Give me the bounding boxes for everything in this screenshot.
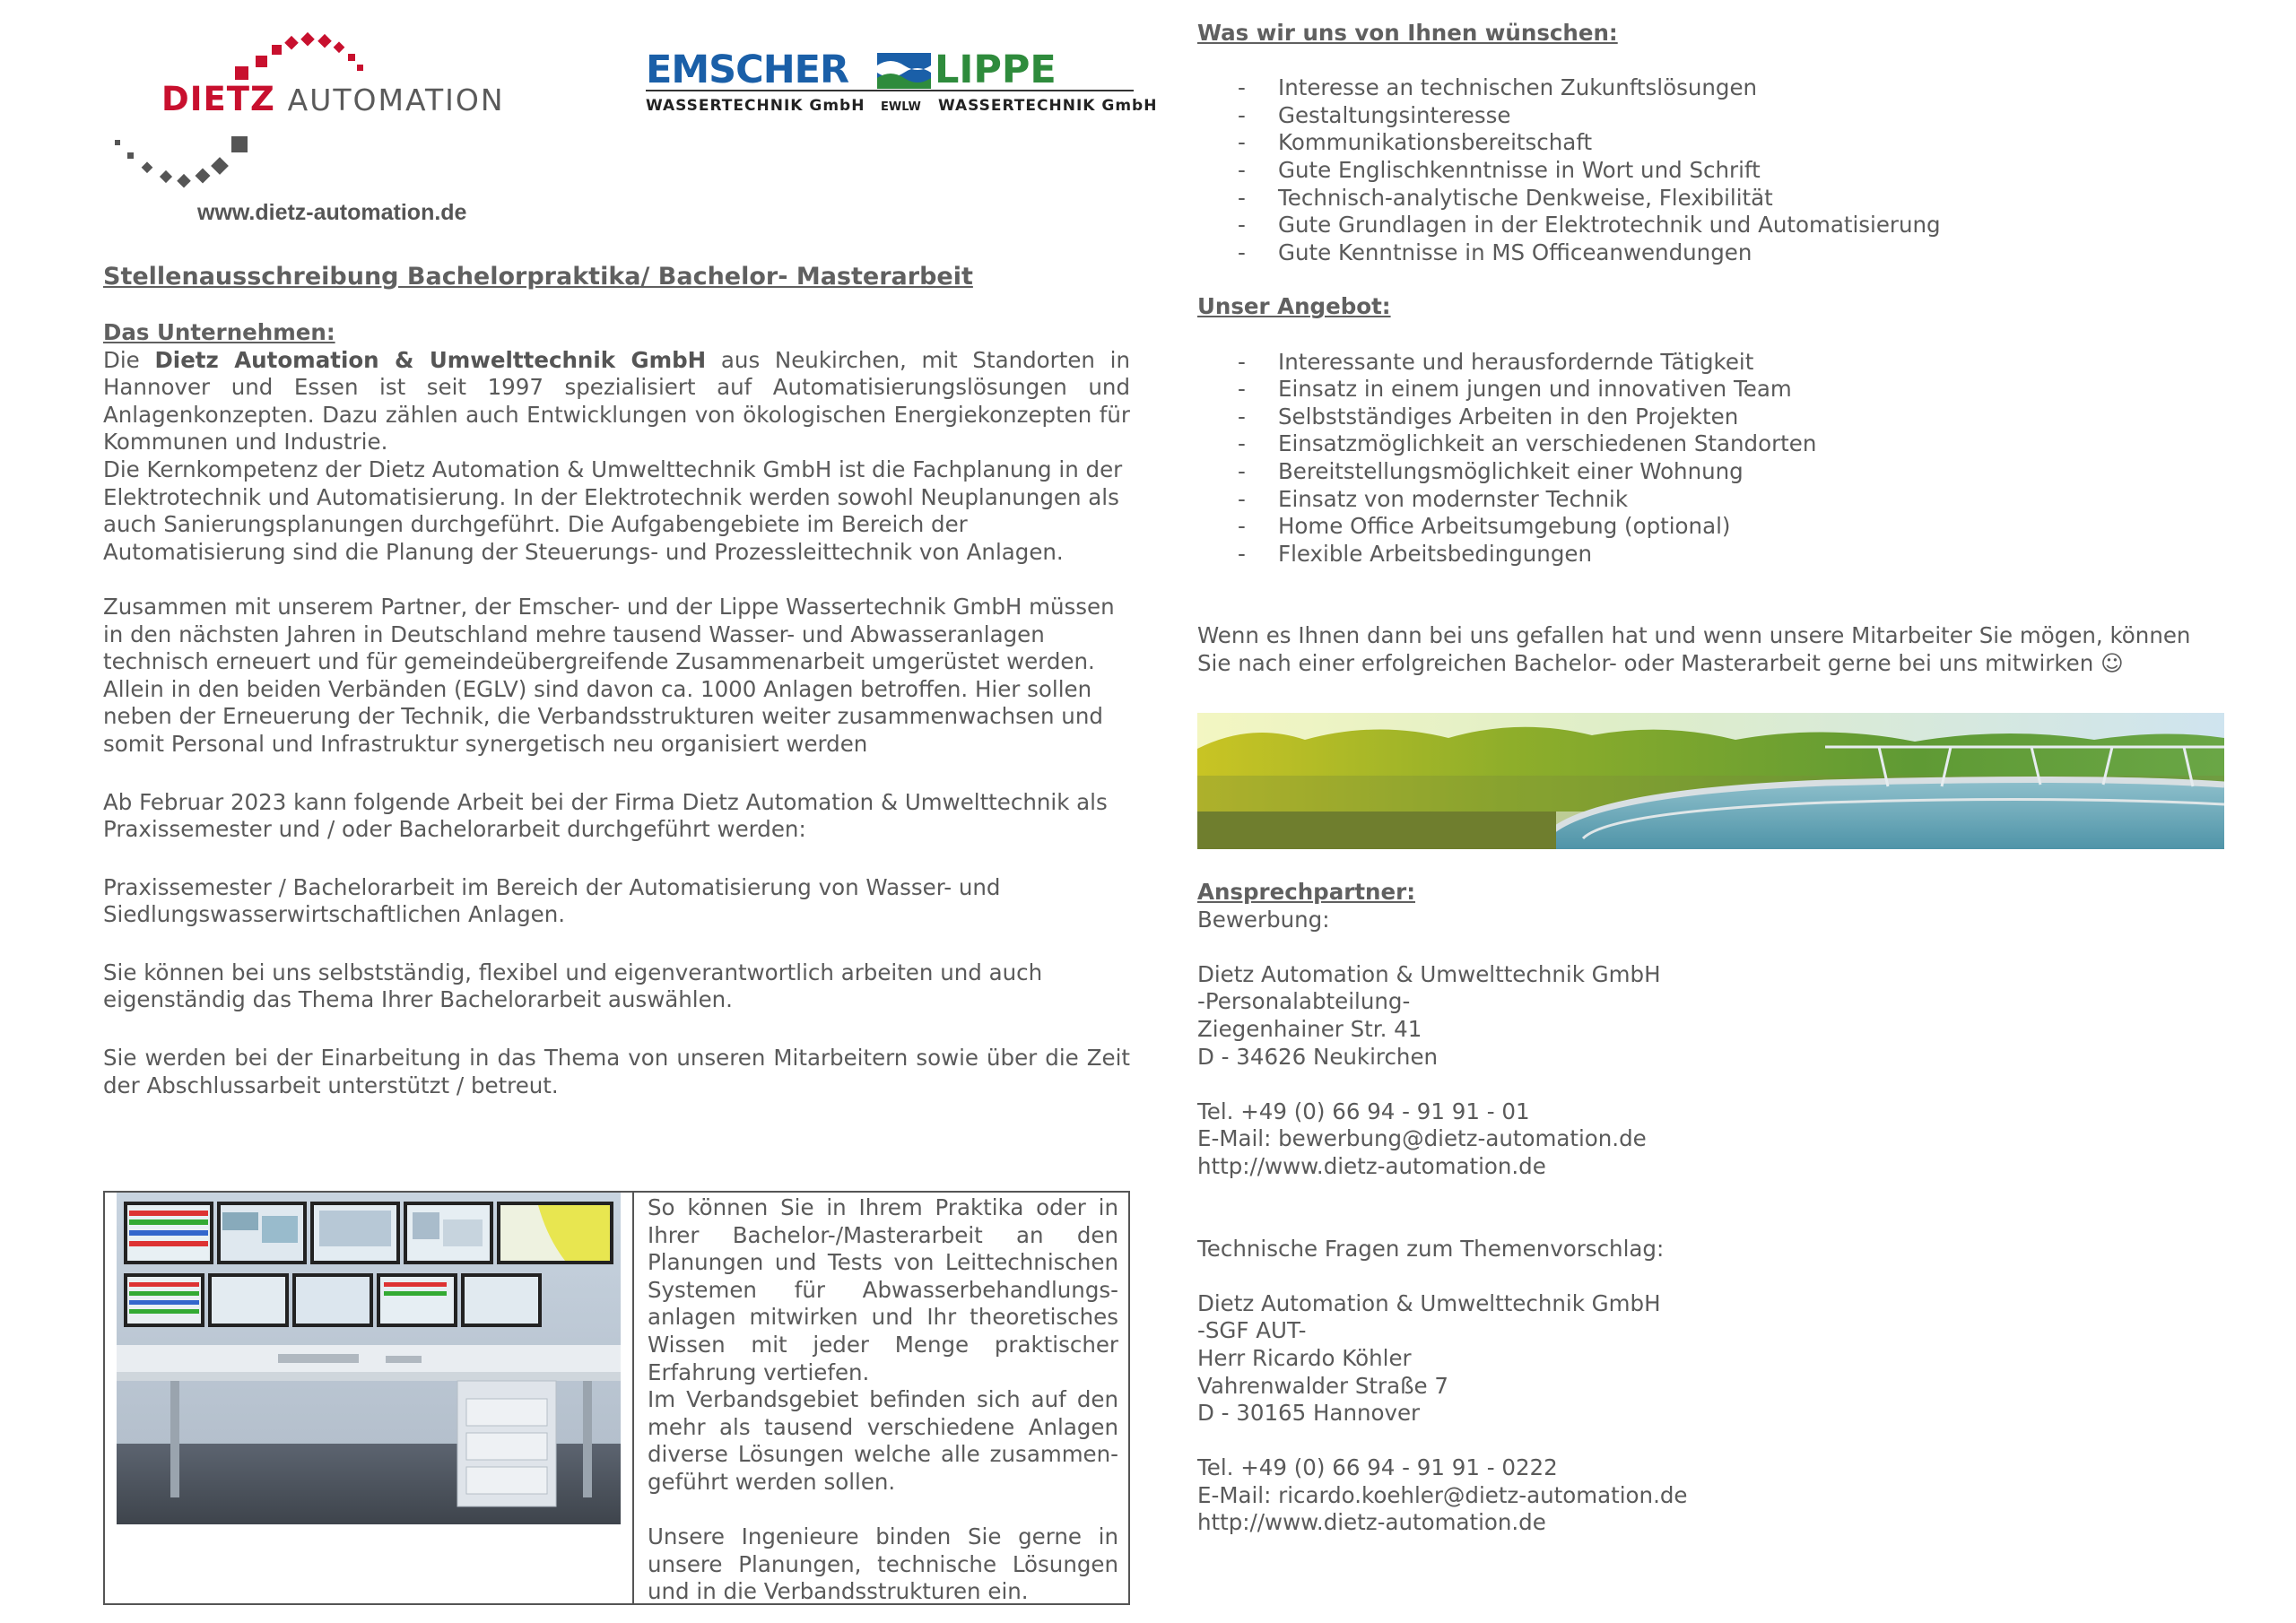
- support-text: Sie werden bei der Einarbeitung in das Thema von unseren Mitarbeitern sowie über die Zeit der Abschlussarbeit unterstützt / betreut.: [103, 1045, 1130, 1098]
- list-item: - Gute Kenntnisse in MS Officeanwendungen: [1238, 239, 2224, 267]
- list-item: - Interessante und herausfordernde Tätigkeit: [1238, 349, 2224, 377]
- topic-text: Praxissemester / Bachelorarbeit im Bereich der Automatisierung von Wasser- und Siedlungswasserwirtschaftlichen Anlagen.: [103, 873, 1001, 928]
- application-street: Ziegenhainer Str. 41: [1197, 1015, 1422, 1042]
- tech-email[interactable]: E-Mail: ricardo.koehler@dietz-automation.de: [1197, 1481, 1688, 1508]
- company-intro: Die Dietz Automation & Umwelttechnik GmbH aus Neukirchen, mit Standorten in Hannover und Essen ist seit 1997 spezialisiert auf Automatisierungslösungen und Anlagenkonzepten. Dazu zählen auch Entwicklungen von ökologischen Energiekonzepten für Kommunen und Industrie.: [103, 346, 1130, 456]
- list-item: - Flexible Arbeitsbedingungen: [1238, 541, 2224, 568]
- info-box-text: [648, 1194, 1118, 1606]
- tech-questions-label: Technische Fragen zum Themenvorschlag:: [1197, 1235, 1665, 1262]
- wishes-list: [1197, 74, 2224, 266]
- page-title: Stellenausschreibung Bachelorpraktika/ Bachelor- Masterarbeit: [103, 263, 973, 291]
- tech-contact-person: Herr Ricardo Köhler: [1197, 1344, 1412, 1371]
- application-department: -Personalabteilung-: [1197, 988, 1411, 1015]
- start-date-text: Ab Februar 2023 kann folgende Arbeit bei der Firma Dietz Automation & Umwelttechnik als Praxissemester und / oder Bachelorarbeit durchgeführt werden:: [103, 788, 1108, 843]
- application-company: Dietz Automation & Umwelttechnik GmbH: [1197, 960, 1661, 987]
- application-email[interactable]: E-Mail: bewerbung@dietz-automation.de: [1197, 1125, 1647, 1152]
- dietz-automation-logo: [108, 23, 529, 230]
- tech-street: Vahrenwalder Straße 7: [1197, 1372, 1449, 1399]
- info-box-paragraph-2: Im Verbandsgebiet befinden sich auf den mehr als tausend verschiedene Anlagen diverse Lösungen welche alle zusammen-geführt werden sollen.: [648, 1386, 1118, 1495]
- closing-text: Wenn es Ihnen dann bei uns gefallen hat und wenn unsere Mitarbeiter Sie mögen, können Sie nach einer erfolgreichen Bachelor- oder Masterarbeit gerne bei uns mitwirken ☺: [1197, 622, 2191, 676]
- application-website[interactable]: http://www.dietz-automation.de: [1197, 1152, 1546, 1179]
- control-room-image: [117, 1193, 621, 1524]
- ewlw-subline: EWLW: [881, 100, 921, 114]
- offer-heading: Unser Angebot:: [1197, 293, 1391, 320]
- list-item: - Einsatzmöglichkeit an verschiedenen Standorten: [1238, 430, 2224, 458]
- lippe-wordmark: LIPPE: [935, 48, 1057, 92]
- emscher-subline: WASSERTECHNIK GmbH: [646, 97, 865, 115]
- list-item: - Einsatz in einem jungen und innovativen Team: [1238, 376, 2224, 404]
- list-item: - Interesse an technischen Zukunftslösungen: [1238, 74, 2224, 102]
- list-item: - Einsatz von modernster Technik: [1238, 486, 2224, 514]
- tech-website[interactable]: http://www.dietz-automation.de: [1197, 1509, 1546, 1536]
- emscher-wordmark: EMSCHER: [646, 48, 849, 92]
- tech-department: -SGF AUT-: [1197, 1317, 1307, 1344]
- right-column: [1197, 20, 2224, 677]
- application-label: Bewerbung:: [1197, 906, 1330, 933]
- list-item: - Gestaltungsinteresse: [1238, 102, 2224, 130]
- list-item: - Home Office Arbeitsumgebung (optional): [1238, 513, 2224, 541]
- list-item: - Gute Englischkenntnisse in Wort und Schrift: [1238, 157, 2224, 185]
- core-competence-text: Die Kernkompetenz der Dietz Automation & Umwelttechnik GmbH ist die Fachplanung in der Elektrotechnik und Automatisierung. In der Elektrotechnik werden sowohl Neuplanungen als auch Sanierungsplanungen durchgeführt. Die Aufgabengebiete im Bereich der Automatisierung sind die Planung der Steuerungs- und Prozessleittechnik von Anlagen.: [103, 456, 1123, 565]
- independence-text: Sie können bei uns selbstständig, flexibel und eigenverantwortlich arbeiten und auch eigenständig das Thema Ihrer Bachelorarbeit auswählen.: [103, 959, 1043, 1013]
- company-heading: Das Unternehmen:: [103, 319, 335, 345]
- left-column: [103, 262, 1130, 1099]
- application-phone: Tel. +49 (0) 66 94 - 91 91 - 01: [1197, 1098, 1530, 1124]
- info-box-paragraph-3: Unsere Ingenieure binden Sie gerne in unsere Planungen, technische Lösungen und in die Verbandsstrukturen ein.: [648, 1523, 1118, 1605]
- dietz-logo-url: www.dietz-automation.de: [197, 200, 467, 225]
- tech-phone: Tel. +49 (0) 66 94 - 91 91 - 0222: [1197, 1454, 1558, 1481]
- automation-wordmark: AUTOMATION: [287, 82, 505, 117]
- list-item: - Selbstständiges Arbeiten in den Projekten: [1238, 404, 2224, 431]
- company-name: Dietz Automation & Umwelttechnik GmbH: [154, 346, 707, 373]
- dietz-wordmark: DIETZ: [161, 80, 275, 118]
- tech-city: D - 30165 Hannover: [1197, 1400, 1421, 1427]
- contact-section: [1197, 879, 2224, 1537]
- list-item: - Kommunikationsbereitschaft: [1238, 129, 2224, 157]
- lippe-subline: WASSERTECHNIK GmbH: [938, 97, 1158, 115]
- list-item: - Technisch-analytische Denkweise, Flexibilität: [1238, 185, 2224, 213]
- eglv-wave-icon: [877, 53, 931, 89]
- wishes-heading: Was wir uns von Ihnen wünschen:: [1197, 20, 1618, 46]
- offer-list: [1197, 349, 2224, 568]
- list-item: - Bereitstellungsmöglichkeit einer Wohnung: [1238, 458, 2224, 486]
- info-box-divider: [632, 1191, 634, 1605]
- info-box-paragraph-1: So können Sie in Ihrem Praktika oder in Ihrer Bachelor-/Masterarbeit an den Planungen und Tests von Leittechnischen Systemen für Abwasserbehandlungs-anlagen mitwirken und Ihr theoretisches Wissen mit jeder Menge praktischer Erfahrung vertiefen.: [648, 1194, 1118, 1385]
- tech-company: Dietz Automation & Umwelttechnik GmbH: [1197, 1289, 1661, 1316]
- contact-heading: Ansprechpartner:: [1197, 879, 1415, 905]
- partner-text: Zusammen mit unserem Partner, der Emscher- und der Lippe Wassertechnik GmbH müssen in den nächsten Jahren in Deutschland mehre tausend Wasser- und Abwasseranlagen technisch erneuert und für gemeindeübergreifende Zusammenarbeit umgerüstet werden. Allein in den beiden Verbänden (EGLV) sind davon ca. 1000 Anlagen betroffen. Hier sollen neben der Erneuerung der Technik, die Verbandsstrukturen weiter zusammenwachsen und somit Personal und Infrastruktur synergetisch neu organisiert werden: [103, 593, 1115, 757]
- list-item: - Gute Grundlagen in der Elektrotechnik und Automatisierung: [1238, 212, 2224, 239]
- water-treatment-banner-image: [1197, 713, 2224, 849]
- application-city: D - 34626 Neukirchen: [1197, 1043, 1439, 1070]
- emscher-lippe-logo: [646, 48, 1158, 115]
